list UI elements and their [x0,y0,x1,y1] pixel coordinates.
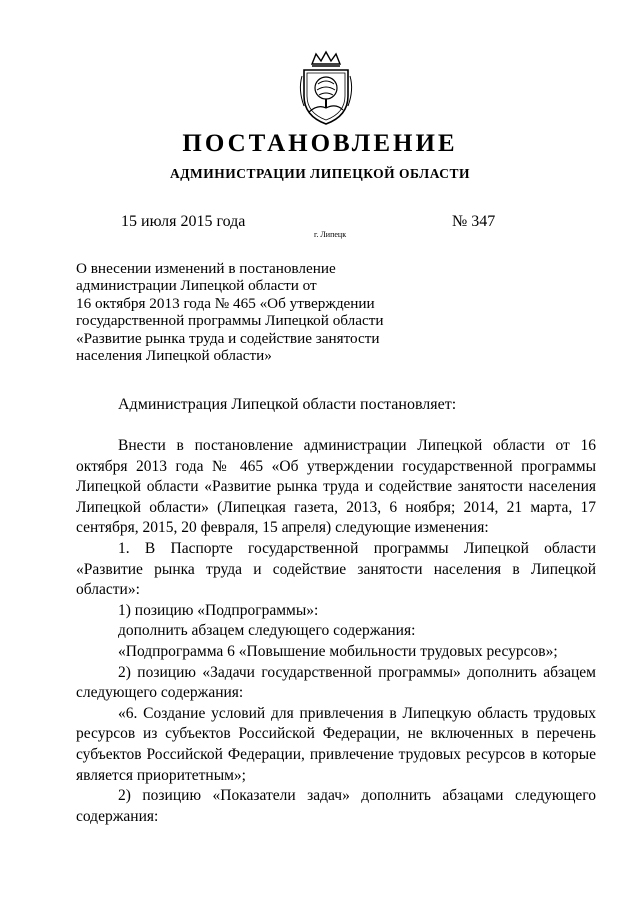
subject-line: государственной программы Липецкой области [76,312,384,330]
document-number: № 347 [452,213,496,230]
body-paragraph: «Подпрограмма 6 «Повышение мобильности трудовых ресурсов»; [118,642,558,660]
body-paragraph: дополнить абзацем следующего содержания: [118,622,416,640]
document-city: г. Липецк [314,230,347,239]
body-paragraph: 1. В Паспорте государственной программы Липецкой области «Развитие рынка труда и содействие занятости населения в Липецкой области»: [76,539,596,599]
body-paragraph: «6. Создание условий для привлечения в Липецкую область трудовых ресурсов из субъектов Российской Федерации, не включенных в перечень субъектов Российской Федерации, привлечение трудовых ресурсов в которые является приоритетным»; [76,704,596,784]
coat-of-arms-emblem [296,50,356,126]
body-paragraph: 1) позицию «Подпрограммы»: [118,601,319,619]
subject-line: «Развитие рынка труда и содействие занятости [76,329,380,347]
body-paragraph: 2) позицию «Задачи государственной программы» дополнить абзацем следующего содержания: [76,663,596,702]
document-subtitle: АДМИНИСТРАЦИИ ЛИПЕЦКОЙ ОБЛАСТИ [169,166,471,181]
body-paragraph: Внести в постановление администрации Липецкой области от 16 октября 2013 года № 465 «Об утверждении государственной программы Липецкой области «Развитие рынка труда и содействие занятости населения Липецкой области» (Липецкая газета, 2013, 6 ноября; 2014, 21 марта, 17 сентября, 2015, 20 февраля, 15 апреля) следующие изменения: [76,437,596,537]
document-subject [76,260,416,364]
document-date: 15 июля 2015 года [121,213,246,230]
document-title: ПОСТАНОВЛЕНИЕ [182,130,458,157]
subject-line: 16 октября 2013 года № 465 «Об утверждении [76,294,375,312]
preamble: Администрация Липецкой области постановляет: [118,396,457,413]
subject-line: администрации Липецкой области от [76,277,317,295]
body-paragraph: 2) позицию «Показатели задач» дополнить абзацами следующего содержания: [76,787,596,825]
document-body [76,436,596,827]
subject-line: О внесении изменений в постановление [76,260,336,277]
subject-line: населения Липецкой области» [76,347,272,365]
